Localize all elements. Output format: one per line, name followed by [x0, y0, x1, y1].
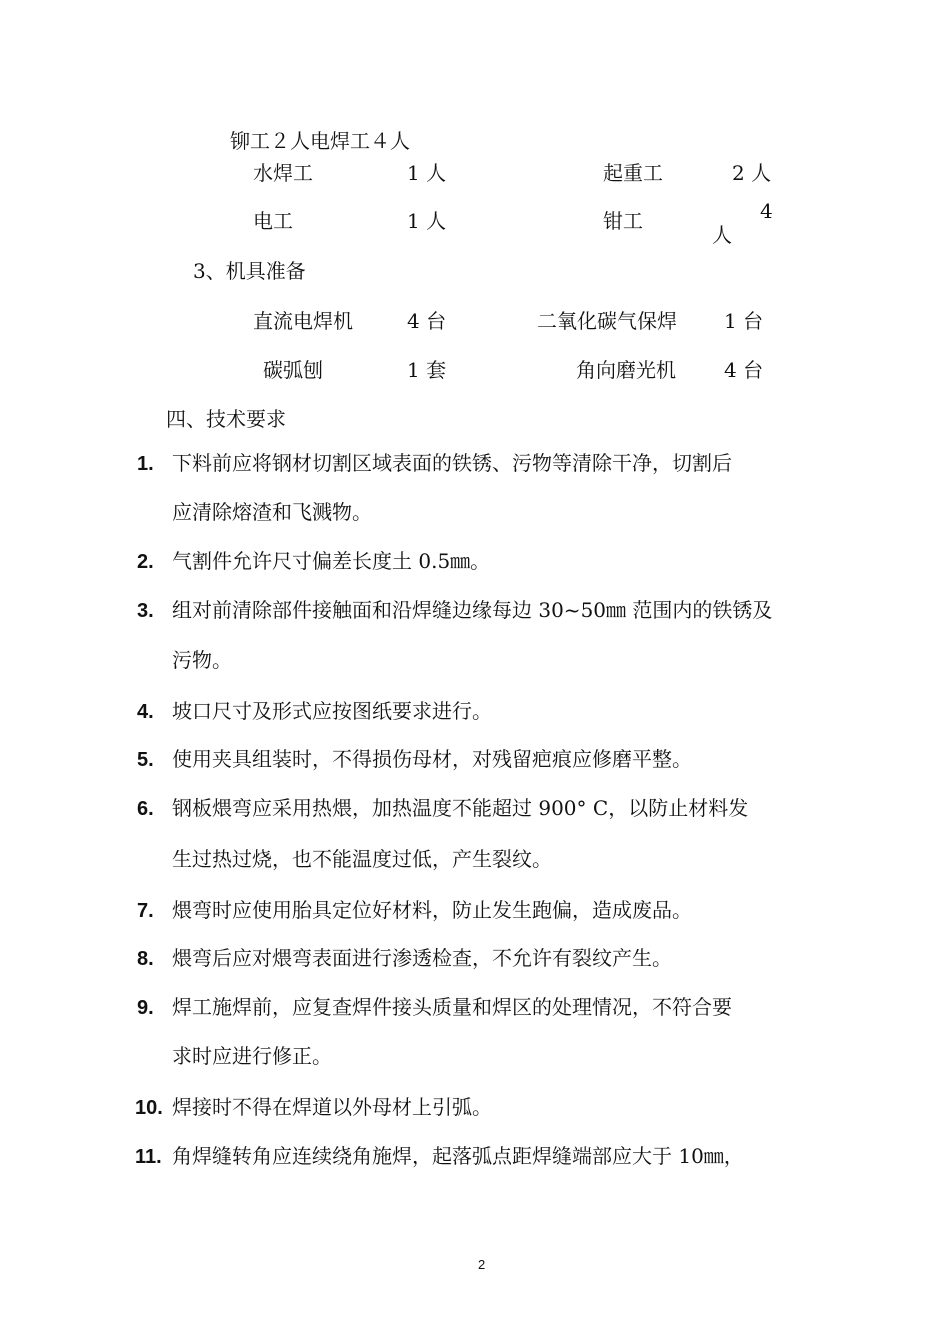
item-text: 坡口尺寸及形式应按图纸要求进行。: [172, 699, 492, 723]
item-number: 11.: [135, 1146, 162, 1168]
tool-qty: 4 台: [724, 358, 764, 382]
tool-qty: 4 台: [407, 309, 447, 333]
tool-qty: 1 台: [724, 309, 764, 333]
item-text: 角焊缝转角应连续绕角施焊，起落弧点距焊缝端部应大于 10㎜，: [172, 1144, 744, 1168]
item-text: 污物。: [172, 648, 232, 672]
item-text: 钢板煨弯应采用热煨，加热温度不能超过 900° C，以防止材料发: [172, 796, 749, 820]
item-text: 气割件允许尺寸偏差长度土 0.5㎜。: [172, 549, 491, 573]
item-text: 应清除熔渣和飞溅物。: [172, 500, 372, 524]
electrician-count: 1 人: [407, 209, 447, 233]
tool-name: 角向磨光机: [576, 358, 676, 382]
page-number: 2: [478, 1257, 486, 1272]
item-number: 8.: [137, 948, 154, 970]
item-text: 组对前清除部件接触面和沿焊缝边缘每边 30~50㎜ 范围内的铁锈及: [172, 598, 773, 622]
item-number: 9.: [137, 997, 154, 1019]
fitter-count-unit: 人: [712, 223, 732, 247]
tool-name: 二氧化碳气保焊: [537, 309, 677, 333]
item-number: 4.: [137, 701, 154, 723]
item-text: 生过热过烧，也不能温度过低，产生裂纹。: [172, 847, 552, 871]
tool-name: 碳弧刨: [263, 358, 323, 382]
item-text: 煨弯后应对煨弯表面进行渗透检查，不允许有裂纹产生。: [172, 946, 672, 970]
rigger-count: 2 人: [732, 161, 772, 185]
staff-line-riveter-welder: 铆工２人电焊工４人: [230, 129, 410, 153]
item-number: 6.: [137, 798, 154, 820]
item-text: 焊工施焊前，应复查焊件接头质量和焊区的处理情况，不符合要: [172, 995, 732, 1019]
item-number: 7.: [137, 900, 154, 922]
tools-heading: 3、机具准备: [193, 259, 306, 283]
item-number: 5.: [137, 749, 154, 771]
requirements-heading: 四、技术要求: [166, 407, 286, 431]
fitter-role: 钳工: [603, 209, 643, 233]
item-number: 10.: [135, 1097, 163, 1119]
electrician-role: 电工: [253, 209, 293, 233]
item-text: 煨弯时应使用胎具定位好材料，防止发生跑偏，造成废品。: [172, 898, 692, 922]
fitter-count-number: 4: [760, 199, 773, 223]
rigger-role: 起重工: [603, 161, 663, 185]
water-welder-role: 水焊工: [253, 161, 313, 185]
item-text: 下料前应将钢材切割区域表面的铁锈、污物等清除干净，切割后: [172, 451, 732, 475]
item-number: 1.: [137, 453, 154, 475]
item-text: 使用夹具组装时，不得损伤母材，对残留疤痕应修磨平整。: [172, 747, 692, 771]
item-text: 焊接时不得在焊道以外母材上引弧。: [172, 1095, 492, 1119]
item-text: 求时应进行修正。: [172, 1044, 332, 1068]
tool-qty: 1 套: [407, 358, 447, 382]
item-number: 2.: [137, 551, 154, 573]
water-welder-count: 1 人: [407, 161, 447, 185]
item-number: 3.: [137, 600, 154, 622]
tool-name: 直流电焊机: [253, 309, 353, 333]
